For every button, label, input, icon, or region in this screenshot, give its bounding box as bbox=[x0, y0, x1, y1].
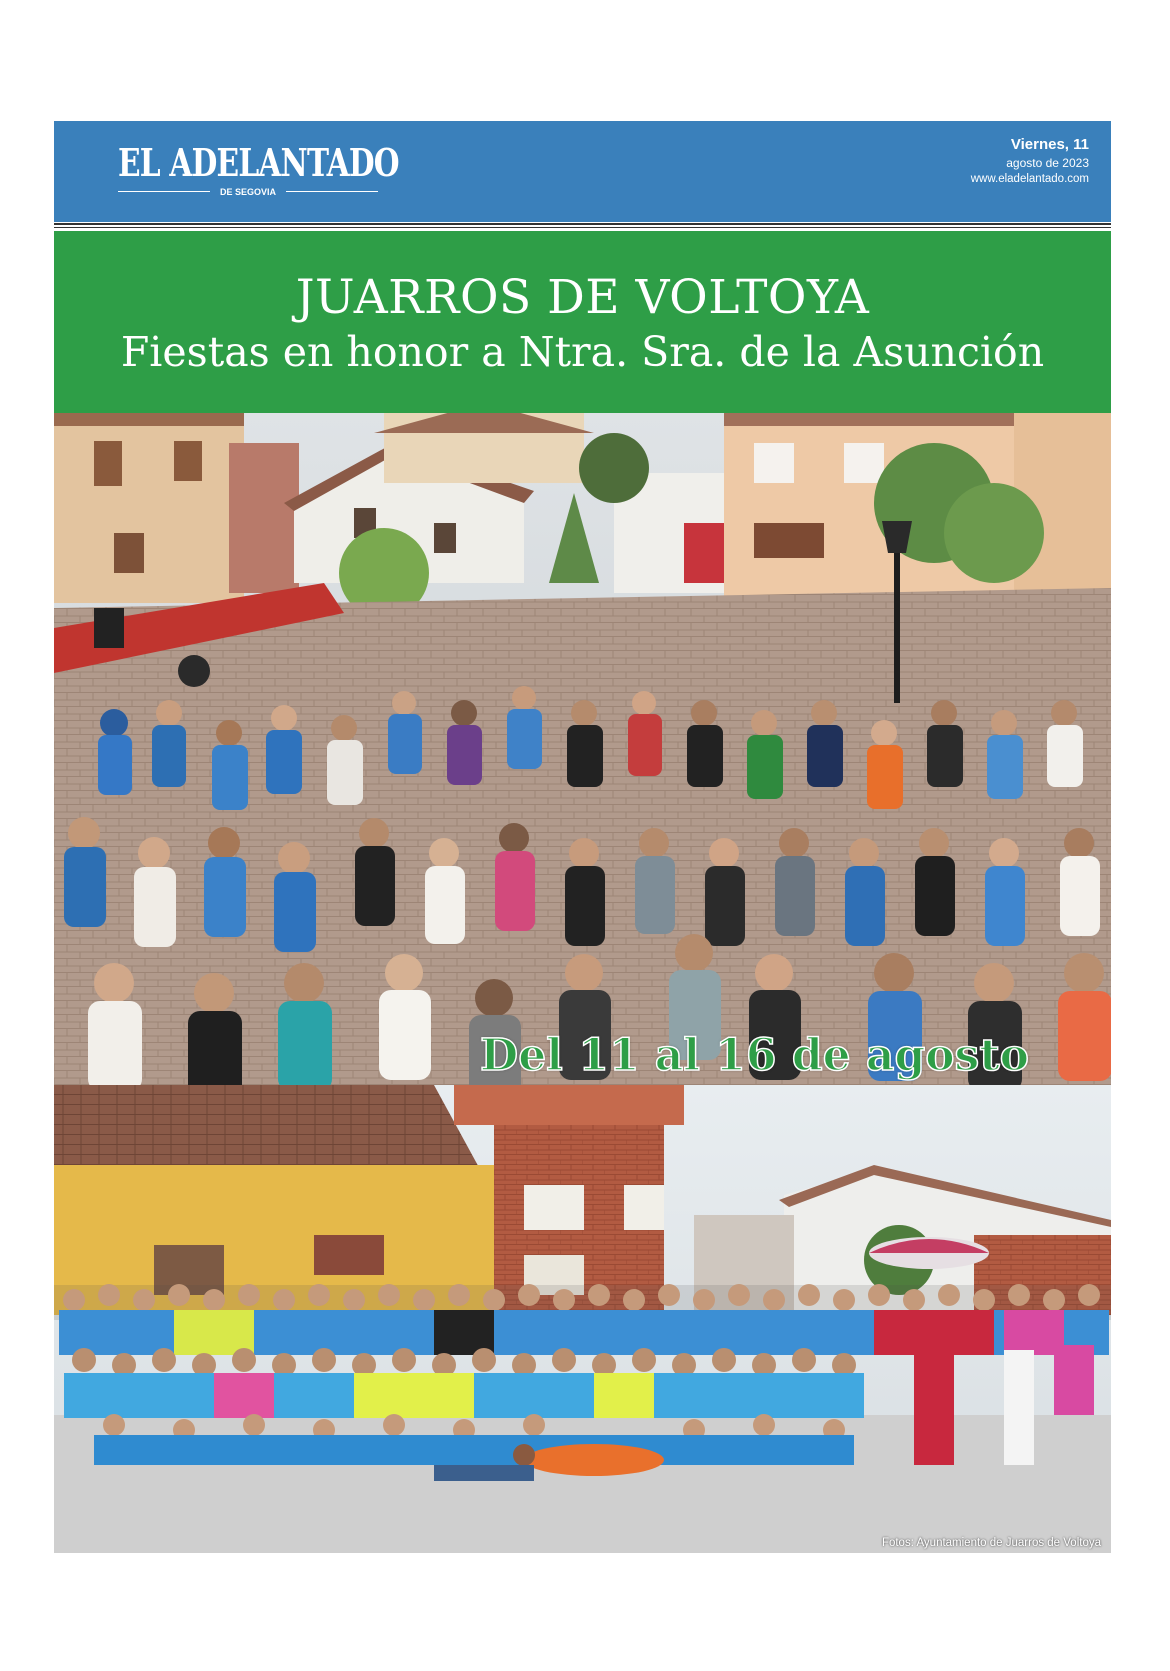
divider-rule-thin bbox=[54, 227, 1111, 228]
website-link[interactable]: www.eladelantado.com bbox=[970, 173, 1089, 185]
issue-day: Viernes, 11 bbox=[1010, 136, 1089, 153]
masthead bbox=[54, 121, 1111, 222]
headline-subtitle: Fiestas en honor a Ntra. Sra. de la Asunción bbox=[120, 328, 1045, 376]
headline-banner bbox=[54, 231, 1111, 413]
group-portrait-illustration bbox=[54, 1085, 1111, 1553]
photo-plaza-crowd bbox=[54, 413, 1111, 1085]
photo-group-portrait bbox=[54, 1085, 1111, 1553]
plaza-crowd-illustration bbox=[54, 413, 1111, 1085]
issue-date: agosto de 2023 bbox=[1006, 156, 1089, 170]
logo-title: EL ADELANTADO bbox=[118, 140, 399, 185]
logo-subtitle: DE SEGOVIA bbox=[118, 187, 378, 197]
divider-rule bbox=[54, 223, 1111, 225]
dates-caption: Del 11 al 16 de agosto bbox=[480, 1030, 1029, 1081]
date-block bbox=[971, 135, 1089, 187]
photo-credit: Fotos: Ayuntamiento de Juarros de Voltoya bbox=[881, 1537, 1101, 1549]
newspaper-logo[interactable] bbox=[118, 140, 399, 197]
headline-title: JUARROS DE VOLTOYA bbox=[295, 270, 870, 325]
